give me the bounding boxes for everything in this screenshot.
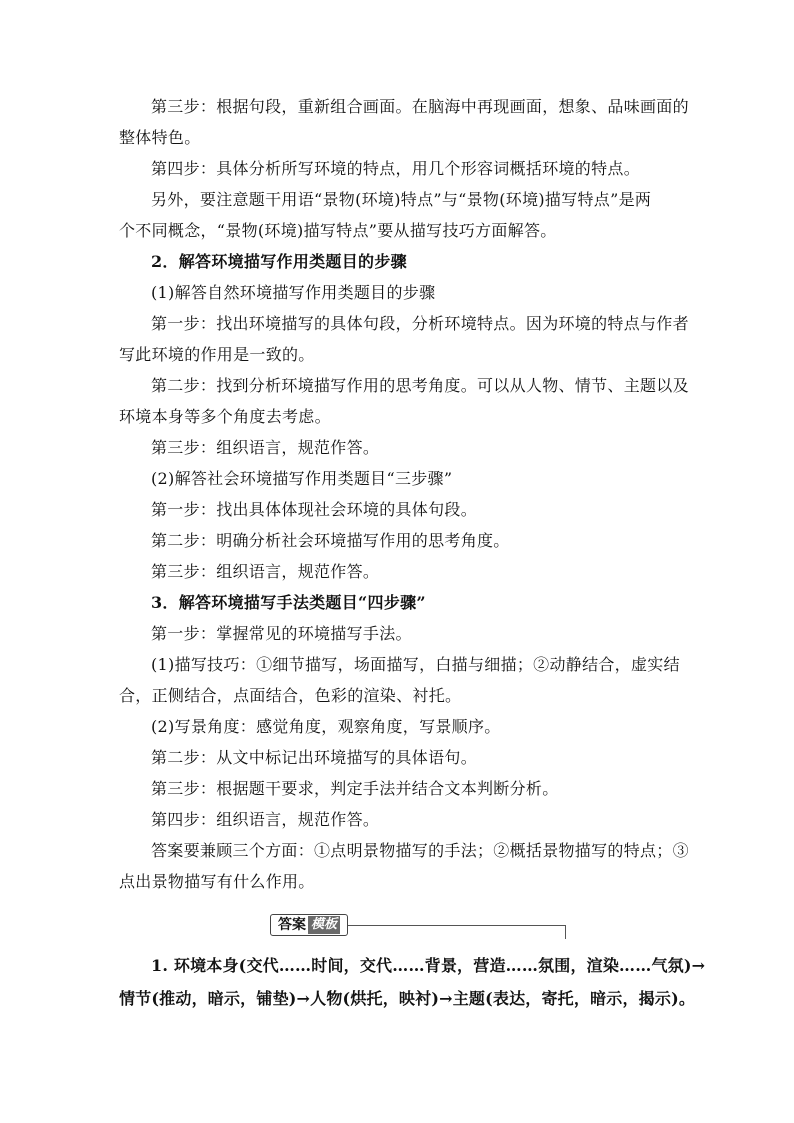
text-line: 个不同概念，“景物(环境)描写特点”要从描写技巧方面解答。 — [119, 221, 557, 240]
text-line: 第二步：明确分析社会环境描写作用的思考角度。 — [151, 531, 510, 550]
answer-template-header — [119, 911, 675, 941]
text-line: 第三步：根据句段，重新组合画面。在脑海中再现画面，想象、品味画面的 — [151, 97, 689, 116]
text-line: 第一步：找出具体体现社会环境的具体句段。 — [151, 500, 478, 519]
answer-label: 答案 — [277, 917, 306, 933]
text-line: 整体特色。 — [119, 128, 201, 147]
answer-header-rule — [348, 925, 566, 926]
answer-label-highlight: 模板 — [308, 916, 340, 934]
text-line: 合，正侧结合，点面结合，色彩的渲染、衬托。 — [119, 686, 462, 705]
answer-template-badge — [270, 914, 348, 936]
text-line: 第三步：根据题干要求，判定手法并结合文本判断分析。 — [151, 779, 559, 798]
text-line: (2)写景角度：感觉角度，观察角度，写景顺序。 — [151, 717, 501, 736]
text-line: 第三步：组织语言，规范作答。 — [151, 562, 380, 581]
text-line: 写此环境的作用是一致的。 — [119, 345, 315, 364]
text-line: 第二步：找到分析环境描写作用的思考角度。可以从人物、情节、主题以及 — [151, 376, 689, 395]
text-line: 环境本身等多个角度去考虑。 — [119, 407, 331, 426]
text-line: 第三步：组织语言，规范作答。 — [151, 438, 380, 457]
section-heading: 2．解答环境描写作用类题目的步骤 — [151, 252, 407, 271]
text-line: 另外，要注意题干用语“景物(环境)特点”与“景物(环境)描写特点”是两 — [151, 190, 652, 209]
text-line: (1)解答自然环境描写作用类题目的步骤 — [151, 283, 436, 302]
text-line: 第四步：具体分析所写环境的特点，用几个形容词概括环境的特点。 — [151, 159, 641, 178]
answer-line: 1. 环境本身(交代……时间，交代……背景，营造……氛围，渲染……气氛)→ — [151, 956, 706, 975]
body-text — [119, 91, 689, 897]
text-line: 答案要兼顾三个方面：①点明景物描写的手法；②概括景物描写的特点；③ — [151, 841, 689, 860]
answer-line: 情节(推动，暗示，铺垫)→人物(烘托，映衬)→主题(表达，寄托，暗示，揭示)。 — [119, 989, 696, 1008]
document-page — [119, 91, 706, 1015]
text-line: 第四步：组织语言，规范作答。 — [151, 810, 380, 829]
text-line: 第一步：掌握常见的环境描写手法。 — [151, 624, 412, 643]
section-heading: 3．解答环境描写手法类题目“四步骤” — [151, 593, 426, 612]
text-line: 第二步：从文中标记出环境描写的具体语句。 — [151, 748, 478, 767]
text-line: 点出景物描写有什么作用。 — [119, 872, 315, 891]
answer-text — [119, 949, 706, 1015]
text-line: 第一步：找出环境描写的具体句段，分析环境特点。因为环境的特点与作者 — [151, 314, 689, 333]
text-line: (2)解答社会环境描写作用类题目“三步骤” — [151, 469, 453, 488]
text-line: (1)描写技巧：①细节描写，场面描写，白描与细描；②动静结合，虚实结 — [151, 655, 680, 674]
answer-header-rule-end — [565, 925, 566, 939]
